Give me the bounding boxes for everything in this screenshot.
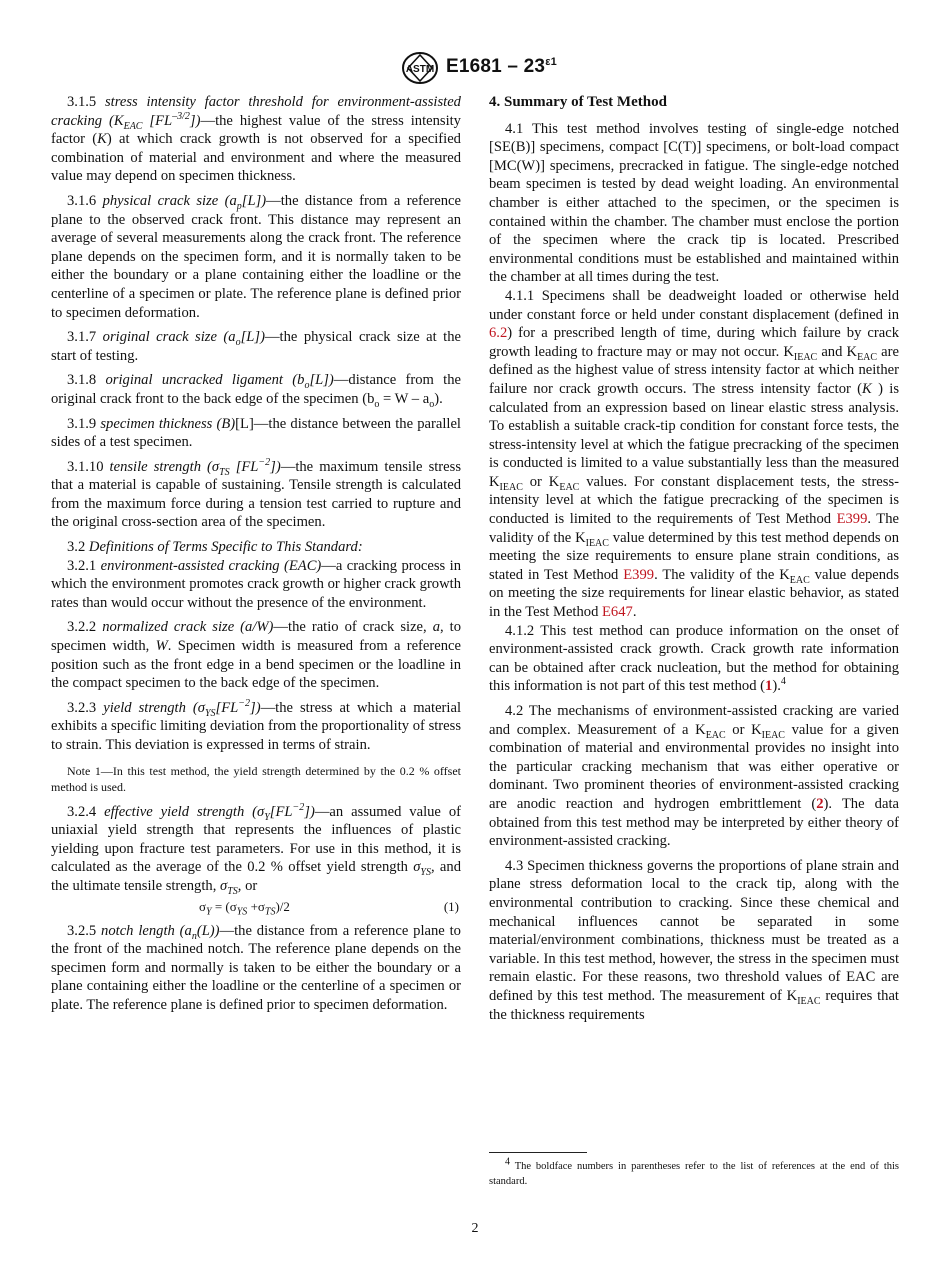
section-3-1-8: 3.1.8 original uncracked ligament $(b_o[L])—distance$ from the original crack front to the back edge of the specimen $(b_o = W - a_o)$. bbox=[51, 372, 462, 410]
link-e647[interactable]: E647 bbox=[602, 604, 633, 621]
astm-logo-icon bbox=[402, 52, 438, 84]
equation-1 bbox=[51, 898, 461, 918]
page-header bbox=[0, 52, 950, 86]
section-3-1-6: 3.1.6 physical crack size $(a_p[L])—the$ distance from a reference plane to the observed crack front. This distance may represent an average of several measurements along the crack front. The reference plane depends on the specimen form, and it is normally taken to be either the boundary or a plane containing either the loadline or the centerline of a specimen or plate. The reference plane is defined prior to specimen deformation. bbox=[51, 192, 461, 321]
section-3-2-1: 3.2.1 environment-assisted cracking (EAC)—a cracking process in which the environment promotes crack growth or higher crack growth rates than would occur without the presence of the environment. bbox=[51, 557, 461, 611]
epsilon-superscript: ε1 bbox=[545, 56, 557, 68]
left-column bbox=[51, 93, 461, 1021]
link-e399[interactable]: E399 bbox=[836, 511, 868, 528]
reference-link-1[interactable]: 1 bbox=[765, 678, 773, 695]
document-designation: $E1681 - 23^{\varepsilon 1}$ bbox=[446, 56, 557, 77]
section-4-heading: 4. Summary of Test Method bbox=[489, 94, 667, 110]
footnote-marker: 4 bbox=[780, 676, 786, 688]
section-3-2-5: 3.2.5 notch length $(a_n(L))—the$ distance from a reference plane to the front of the machined notch. The reference plane depends on the specimen form and normally is taken to be either the boundary or a plane containing either the loadline or the centerline of a specimen or plate. The reference plane is defined prior to specimen deformation. bbox=[51, 922, 461, 1013]
link-6-2[interactable]: 6.2 bbox=[489, 325, 508, 342]
note-1: Note 1—In this test method, the yield strength determined by the 0.2 % offset method is used. bbox=[51, 763, 462, 794]
right-column bbox=[489, 93, 899, 1030]
footnote-area bbox=[489, 1152, 899, 1189]
section-4-1-1: 4.1.1 Specimens shall be deadweight loaded or otherwise held under constant force or held under constant displacement (defined in 6.2) for a prescribed length of time, during which failure by crack growth leading to fracture may or may not occur. $K_{IEAC}$ and $K_{EAC}$ are defined as the highest value of stress intensity factor at which neither failure nor crack growth occurs. The stress intensity factor (K ) is calculated from an expression based on linear elastic stress analysis. To establish a suitable crack-tip condition for constant force tests, the stress-intensity level at which the fatigue precracking of the specimen is conducted is limited to a value substantially less than the measured $K_{IEAC}$ or $K_{EAC}$ values. For constant displacement tests, the stress-intensity level at which the fatigue precracking of the specimen is conducted is limited to the requirements of Test Method E399. The validity of the $K_{IEAC}$ value determined by this test method depends on meeting the size requirements to ensure plane strain conditions, as stated in Test Method E399. The validity of the $K_{EAC}$ value depends on meeting the size requirements for linear elastic behavior, as stated in the Test Method E647. bbox=[489, 287, 900, 621]
astm-logo-text: ASTM bbox=[405, 64, 435, 75]
section-4-3: 4.3 Specimen thickness governs the proportions of plane strain and plane stress deformation local to the crack tip, along with the environmental contribution to cracking. Since these chemical and mechanical influences cannot be separated in some material/environment combinations, thickness must be treated as a variable. In this test method, however, the stress in the specimen must remain elastic. For these reasons, two threshold values of EAC are defined by this test method. The measurement of $K_{IEAC}$ requires that the thickness requirements bbox=[489, 857, 899, 1023]
section-3-2: 3.2 Definitions of Terms Specific to This Standard: bbox=[67, 539, 363, 556]
section-4-1: 4.1 This test method involves testing of single-edge notched [SE(B)] specimens, compact [C(T)] specimens, or bolt-load compact [MC(W)] specimens, precracked in fatigue. The single-edge notched beam specimen is tested by dead weight loading. An environmental chamber is either attached to the specimen, or the specimen is contained within the chamber. The chamber must enclose the portion of the specimen where the crack tip is located. Prescribed environmental conditions must be established and maintained within the chamber at all times during the test. bbox=[489, 120, 899, 286]
section-3-1-9: 3.1.9 specimen thickness (B)[L]—the distance between the parallel sides of a test specimen. bbox=[51, 415, 461, 451]
section-3-2-3: 3.2.3 yield strength $(\sigma_{YS}[FL^{-2}])—the$ stress at which a material exhibits a specific limiting deviation from the proportionality of stress to strain. This deviation is expressed in terms of strain. bbox=[51, 697, 462, 753]
section-3-1-5: 3.1.5 stress intensity factor threshold for environment-assisted cracking ($K_{EAC}$ $[FL^{-3/2}])—the$ highest value of the stress intensity factor (K) at which crack growth is not observed for a specified combination of material and environment and where the measured value may depend on specimen thickness. bbox=[51, 94, 461, 185]
link-e399-second[interactable]: E399 bbox=[623, 566, 655, 583]
section-3-1-7: 3.1.7 original crack size $(a_o[L])—the$ physical crack size at the start of testing. bbox=[51, 329, 462, 364]
equation-1-number: (1) bbox=[443, 898, 459, 914]
footnote-4: $^4$ The boldface numbers in parentheses refer to the list of references at the end of this standard. bbox=[489, 1156, 899, 1187]
section-4-2: 4.2 The mechanisms of environment-assisted cracking are varied and complex. Measurement of a $K_{EAC}$ or $K_{IEAC}$ value for a given combination of material and environmental provides no insight into the particular cracking mechanism that was either operative or dominant. Two prominent theories of environment-assisted cracking are anodic reaction and hydrogen embrittlement (2). The data obtained from this test method may be interpreted by either theory of environment-assisted cracking. bbox=[489, 703, 899, 850]
reference-link-2[interactable]: 2 bbox=[816, 795, 824, 812]
section-4-1-2: 4.1.2 This test method can produce information on the onset of environment-assisted crack growth. Crack growth rate information can be obtained after crack nucleation, but the method for obtaining this information is not part of this test method (1).$^4$ bbox=[489, 622, 899, 695]
section-3-2-4: 3.2.4 effective yield strength $(\sigma_Y[FL^{-2}])—an$ assumed value of uniaxial yield strength that represents the influences of plastic yielding upon fracture test parameters. For use in this method, it is calculated as the average of the 0.2 % offset yield strength $\sigma_{YS}$, and the ultimate tensile strength, $\sigma_{TS}$, or bbox=[51, 801, 461, 897]
section-3-2-2: 3.2.2 normalized crack size (a/W)—the ratio of crack size, a, to specimen width, W. Specimen width is measured from a reference position such as the front edge in a bend specimen or the loadline in the compact specimen to the back edge of the specimen. bbox=[51, 619, 461, 692]
footnote-divider bbox=[489, 1152, 587, 1153]
equation-1-expression: $\sigma_Y = (\sigma_{YS} +\sigma_{TS})/2$ bbox=[199, 898, 290, 918]
page-number: 2 bbox=[471, 1221, 479, 1236]
section-3-1-10: 3.1.10 tensile strength ($\sigma_{TS}$ $[FL^{-2}])—the$ maximum tensile stress that a material is capable of sustaining. Tensile strength is calculated from the maximum force during a tension test carried to rupture and the original cross-section area of the specimen. bbox=[51, 456, 461, 531]
